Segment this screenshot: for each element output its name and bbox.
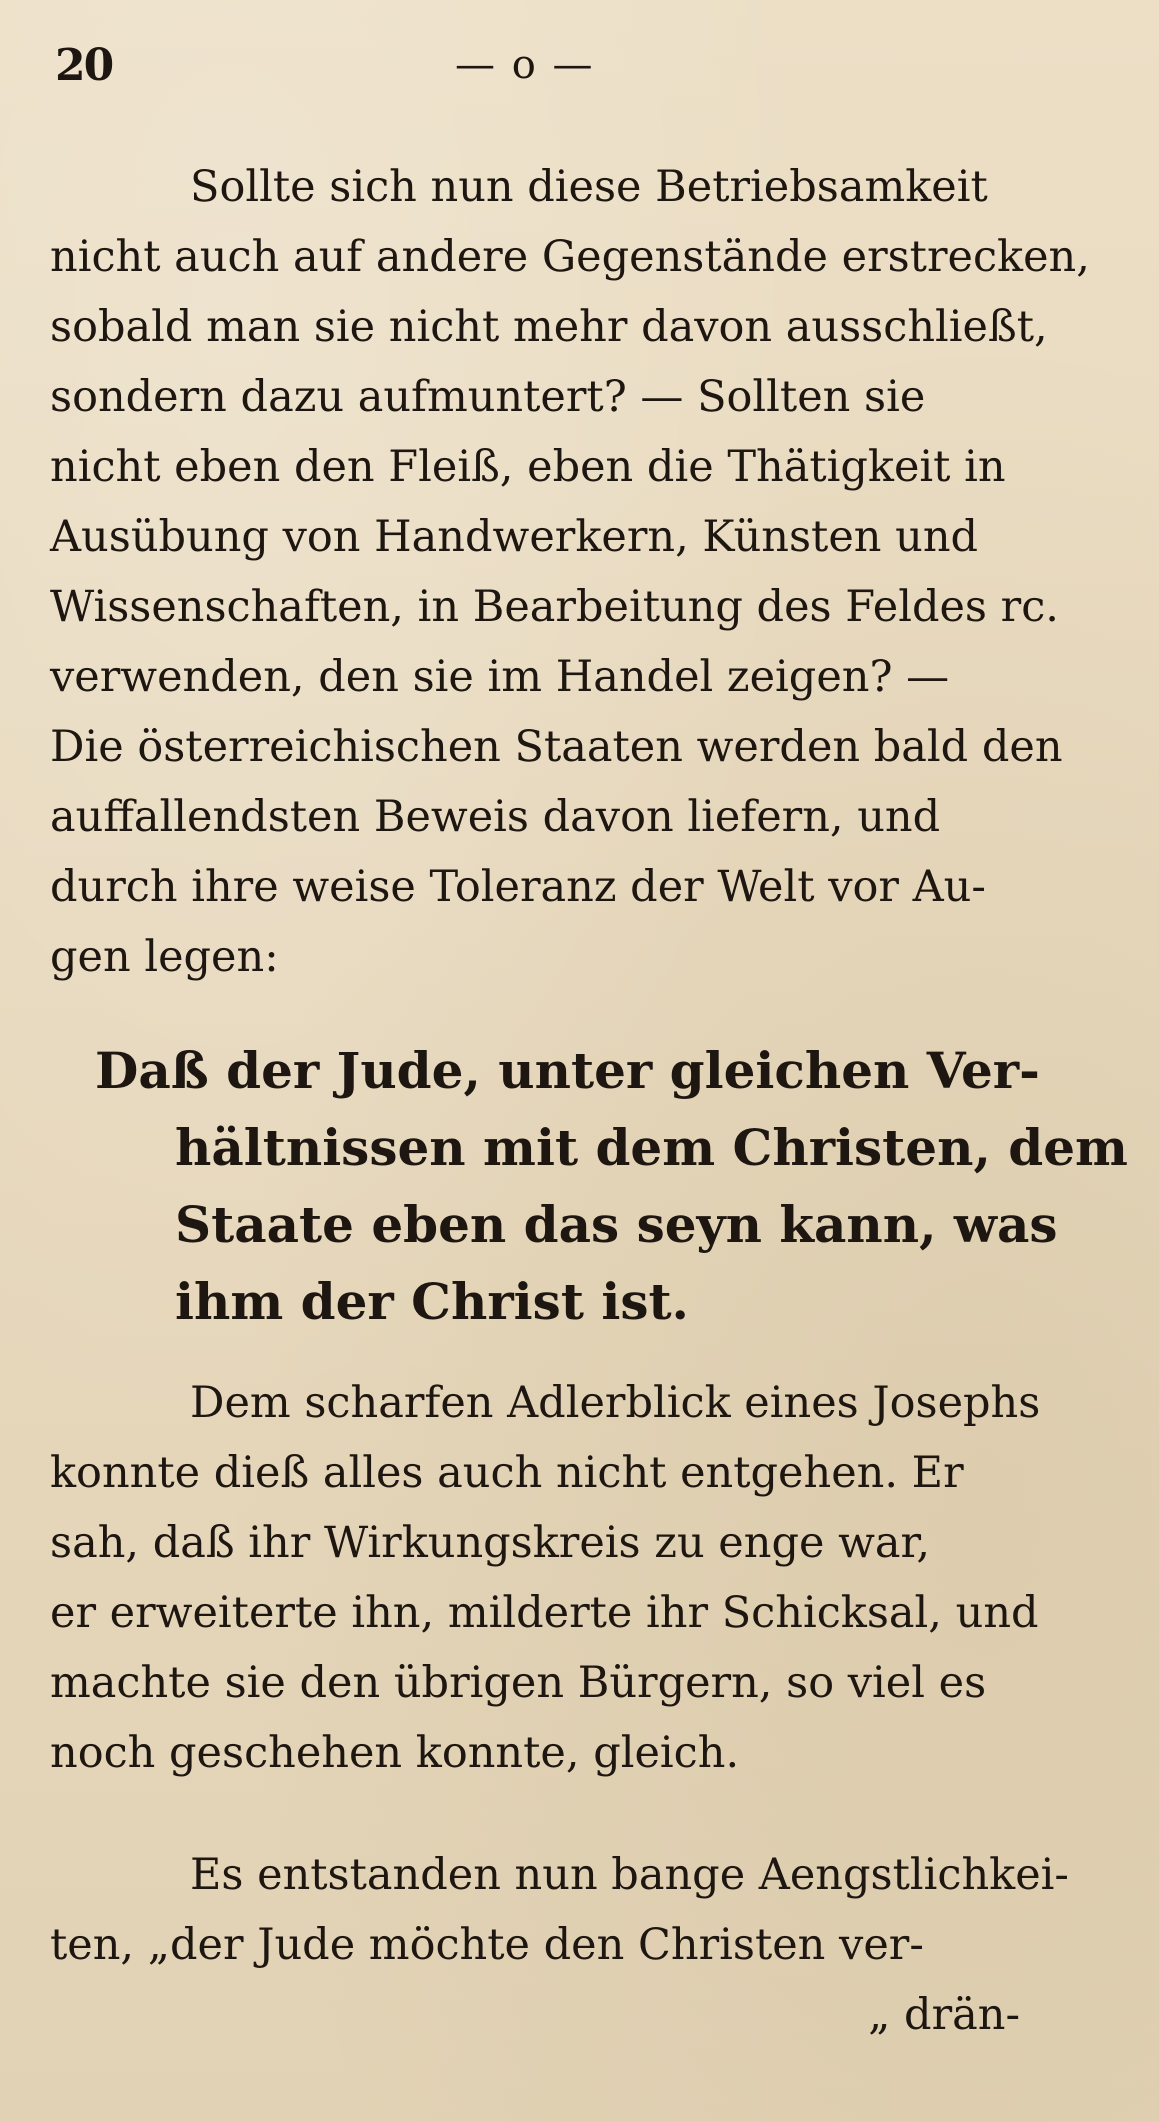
paragraph-1 [50,152,1110,992]
paragraph-4 [50,1840,1110,2050]
text-line: nicht eben den Fleiß, eben die Thätigkeit in [50,442,1006,492]
text-line: nicht auch auf andere Gegenstände erstrecken, [50,232,1090,282]
text-line: sobald man sie nicht mehr davon ausschließt, [50,302,1048,352]
text-line: Ausübung von Handwerkern, Künsten und [50,512,979,562]
running-head-ornament: — o — [455,42,595,88]
text-line: Es entstanden nun bange Aengstlichkei- [190,1850,1069,1900]
text-line: Sollte sich nun diese Betriebsamkeit [190,162,988,212]
quote-line: Daß der Jude, unter gleichen Ver- [95,1041,1040,1100]
emphasized-quote [95,1032,1128,1340]
text-line: sondern dazu aufmuntert? — Sollten sie [50,372,926,422]
quote-line: Staate eben das seyn kann, was [175,1195,1058,1254]
text-line: Wissenschaften, in Bearbeitung des Feldes rc. [50,582,1059,632]
text-line: machte sie den übrigen Bürgern, so viel es [50,1658,987,1708]
paragraph-3 [50,1368,1110,1788]
text-line: konnte dieß alles auch nicht entgehen. Er [50,1448,964,1498]
text-line: Die österreichischen Staaten werden bald den [50,722,1063,772]
quote-line: ihm der Christ ist. [175,1272,689,1331]
text-line: Dem scharfen Adlerblick eines Josephs [190,1378,1041,1428]
quote-line: hältnissen mit dem Christen, dem [175,1118,1128,1177]
catchword: „ drän- [868,1990,1020,2040]
text-line: er erweiterte ihn, milderte ihr Schicksal, und [50,1588,1039,1638]
page-header [55,40,1105,100]
text-line: verwenden, den sie im Handel zeigen? — [50,652,950,702]
text-line: sah, daß ihr Wirkungskreis zu enge war, [50,1518,931,1568]
text-line: auffallendsten Beweis davon liefern, und [50,792,941,842]
text-line: gen legen: [50,932,279,982]
text-line: noch geschehen konnte, gleich. [50,1728,740,1778]
text-line: durch ihre weise Toleranz der Welt vor Au- [50,862,986,912]
page-number: 20 [55,40,113,91]
text-line: ten, „der Jude möchte den Christen ver- [50,1920,924,1970]
